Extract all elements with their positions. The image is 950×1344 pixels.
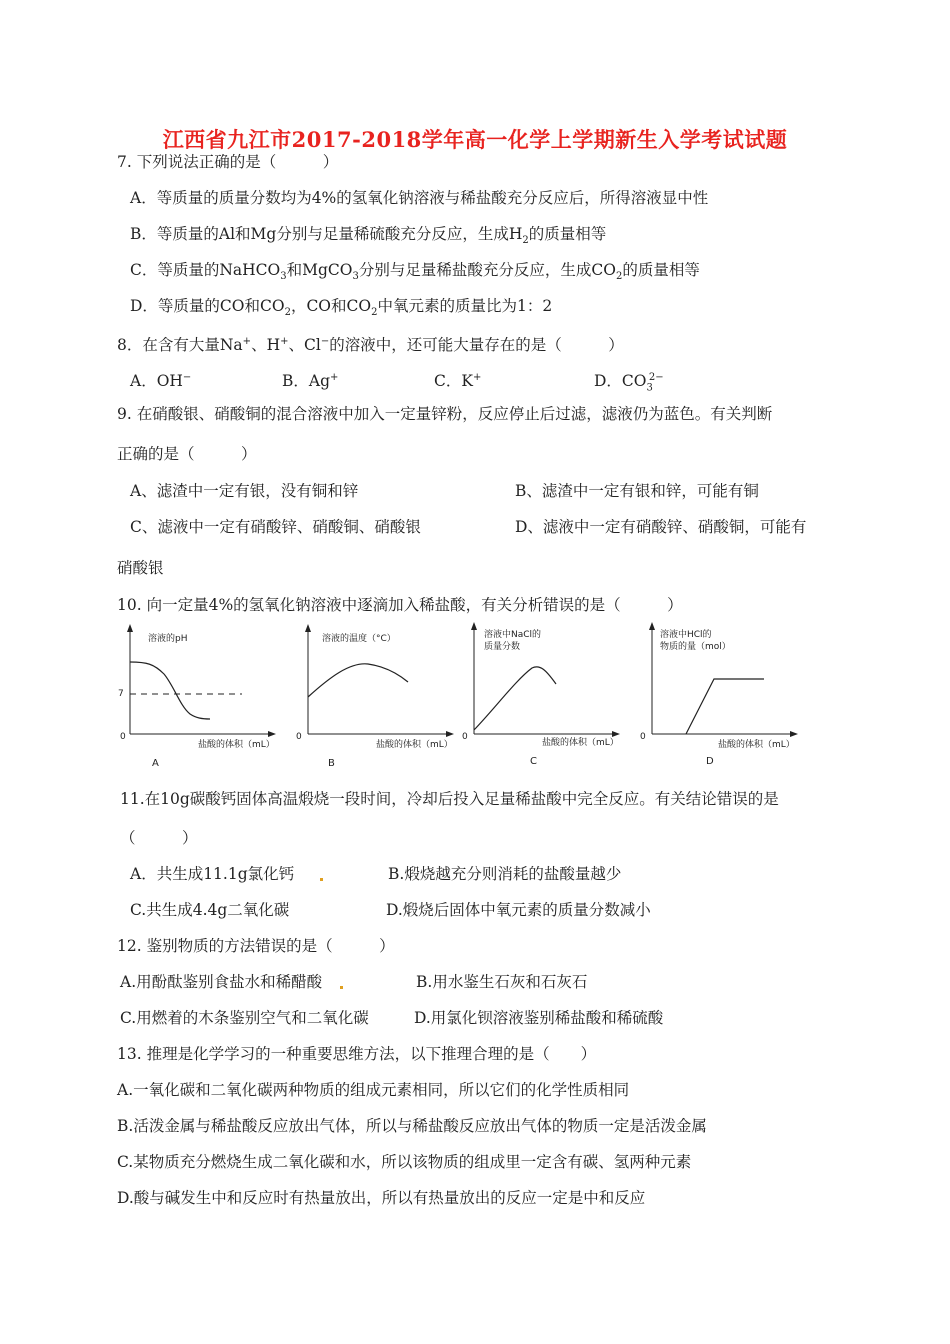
- graph-d-origin: 0: [640, 732, 646, 742]
- temperature-curve: [308, 664, 408, 697]
- q13-stem: 13. 推理是化学学习的一种重要思维方法，以下推理合理的是（ ）: [117, 1045, 597, 1063]
- q11-option-c: C.共生成4.4g二氧化碳: [130, 901, 290, 919]
- ph-curve: [130, 662, 210, 719]
- q9-stem-line2: 正确的是（ ）: [117, 445, 257, 463]
- graph-c-ylabel-line1: 溶液中NaCl的: [484, 630, 542, 640]
- q13-option-a: A.一氧化碳和二氧化碳两种物质的组成元素相同，所以它们的化学性质相同: [117, 1081, 630, 1099]
- graph-c-ylabel-line2: 质量分数: [484, 642, 521, 652]
- graph-d-ylabel-line2: 物质的量（mol）: [660, 642, 731, 652]
- graph-c-xlabel: 盐酸的体积（mL）: [542, 738, 619, 748]
- stray-dot: [340, 986, 343, 989]
- q7-option-b: B．等质量的Al和Mg分别与足量稀硫酸充分反应，生成$H_2$的质量相等: [130, 225, 607, 247]
- graph-a-xlabel: 盐酸的体积（mL）: [198, 740, 275, 750]
- q11-stem-line2: （ ）: [120, 829, 198, 847]
- y-axis-arrow: [471, 622, 477, 630]
- graph-c: [456, 622, 626, 772]
- graph-d: [634, 622, 804, 772]
- hcl-amount-line: [686, 679, 764, 734]
- graph-a-caption: A: [152, 758, 159, 769]
- document-title: 江西省九江市2017-2018学年高一化学上学期新生入学考试试题: [162, 127, 788, 152]
- q11-stem-line1: 11.在10g碳酸钙固体高温煅烧一段时间，冷却后投入足量稀盐酸中完全反应。有关结论错误的是: [120, 790, 779, 808]
- q12-option-c: C.用燃着的木条鉴别空气和二氧化碳: [120, 1009, 369, 1027]
- graph-c-caption: C: [530, 756, 537, 767]
- q12-option-b: B.用水鉴生石灰和石灰石: [416, 973, 588, 991]
- q8-option-a: A．OH−: [130, 372, 192, 391]
- q12-option-d: D.用氯化钡溶液鉴别稀盐酸和稀硫酸: [414, 1009, 664, 1027]
- q9-option-d-cont: 硝酸银: [117, 559, 164, 577]
- q9-option-a: A、滤渣中一定有银，没有铜和锌: [130, 482, 359, 500]
- graph-b-caption: B: [328, 758, 335, 769]
- graph-b-xlabel: 盐酸的体积（mL）: [376, 740, 453, 750]
- graph-d-caption: D: [706, 756, 714, 767]
- x-axis-arrow: [446, 731, 454, 737]
- q8-option-d: D．$CO_3^{2-}$: [594, 372, 664, 394]
- stray-dot: [320, 878, 323, 881]
- graph-b-ylabel: 溶液的温度（°C）: [322, 634, 396, 644]
- y-axis-arrow: [649, 622, 655, 630]
- graph-b: [290, 622, 460, 772]
- graph-d-xlabel: 盐酸的体积（mL）: [718, 740, 795, 750]
- graph-a: [112, 622, 282, 772]
- q9-option-b: B、滤渣中一定有银和锌，可能有铜: [515, 482, 759, 500]
- q7-option-d: D．等质量的CO和$CO_2$，CO和$CO_2$中氧元素的质量比为1：2: [130, 297, 553, 319]
- graph-a-ylabel: 溶液的pH: [148, 634, 188, 644]
- q9-option-d: D、滤液中一定有硝酸锌、硝酸铜，可能有: [515, 518, 807, 536]
- q9-option-c: C、滤液中一定有硝酸锌、硝酸铜、硝酸银: [130, 518, 421, 536]
- x-axis-arrow: [612, 731, 620, 737]
- q12-stem: 12. 鉴别物质的方法错误的是（ ）: [117, 937, 395, 955]
- graph-c-origin: 0: [462, 732, 468, 742]
- q11-option-b: B.煅烧越充分则消耗的盐酸量越少: [388, 865, 622, 883]
- q11-option-a: A．共生成11.1g氯化钙: [130, 865, 295, 883]
- graph-a-ytick-7: 7: [118, 689, 124, 699]
- q7-stem: 7. 下列说法正确的是（ ）: [117, 153, 339, 171]
- q13-option-d: D.酸与碱发生中和反应时有热量放出，所以有热量放出的反应一定是中和反应: [117, 1189, 646, 1207]
- q9-stem-line1: 9. 在硝酸银、硝酸铜的混合溶液中加入一定量锌粉，反应停止后过滤，滤液仍为蓝色。有关判断: [117, 405, 773, 423]
- graph-d-ylabel-line1: 溶液中HCl的: [660, 630, 712, 640]
- y-axis-arrow: [127, 624, 133, 632]
- x-axis-arrow: [790, 731, 798, 737]
- q8-option-b: B．Ag+: [282, 372, 339, 391]
- graph-b-origin: 0: [296, 732, 302, 742]
- q10-stem: 10. 向一定量4%的氢氧化钠溶液中逐滴加入稀盐酸，有关分析错误的是（ ）: [117, 596, 683, 614]
- x-axis-arrow: [268, 731, 276, 737]
- q11-option-d: D.煅烧后固体中氧元素的质量分数减小: [386, 901, 651, 919]
- q7-option-c: C．等质量的NaHCO$_3$和MgCO$_3$分别与足量稀盐酸充分反应，生成$CO_2$的质量相等: [130, 261, 700, 283]
- q12-option-a: A.用酚酞鉴别食盐水和稀醋酸: [120, 973, 323, 991]
- q7-option-a: A．等质量的质量分数均为4%的氢氧化钠溶液与稀盐酸充分反应后，所得溶液显中性: [130, 189, 709, 207]
- graph-a-origin: 0: [120, 732, 126, 742]
- y-axis-arrow: [305, 624, 311, 632]
- q13-option-b: B.活泼金属与稀盐酸反应放出气体，所以与稀盐酸反应放出气体的物质一定是活泼金属: [117, 1117, 707, 1135]
- q8-stem: 8．在含有大量Na+、H+、Cl−的溶液中，还可能大量存在的是（ ）: [117, 336, 624, 355]
- q13-option-c: C.某物质充分燃烧生成二氧化碳和水，所以该物质的组成里一定含有碳、氢两种元素: [117, 1153, 692, 1171]
- graph-c-svg: [456, 622, 626, 772]
- q8-option-c: C．K+: [434, 372, 482, 391]
- nacl-fraction-curve: [474, 667, 556, 730]
